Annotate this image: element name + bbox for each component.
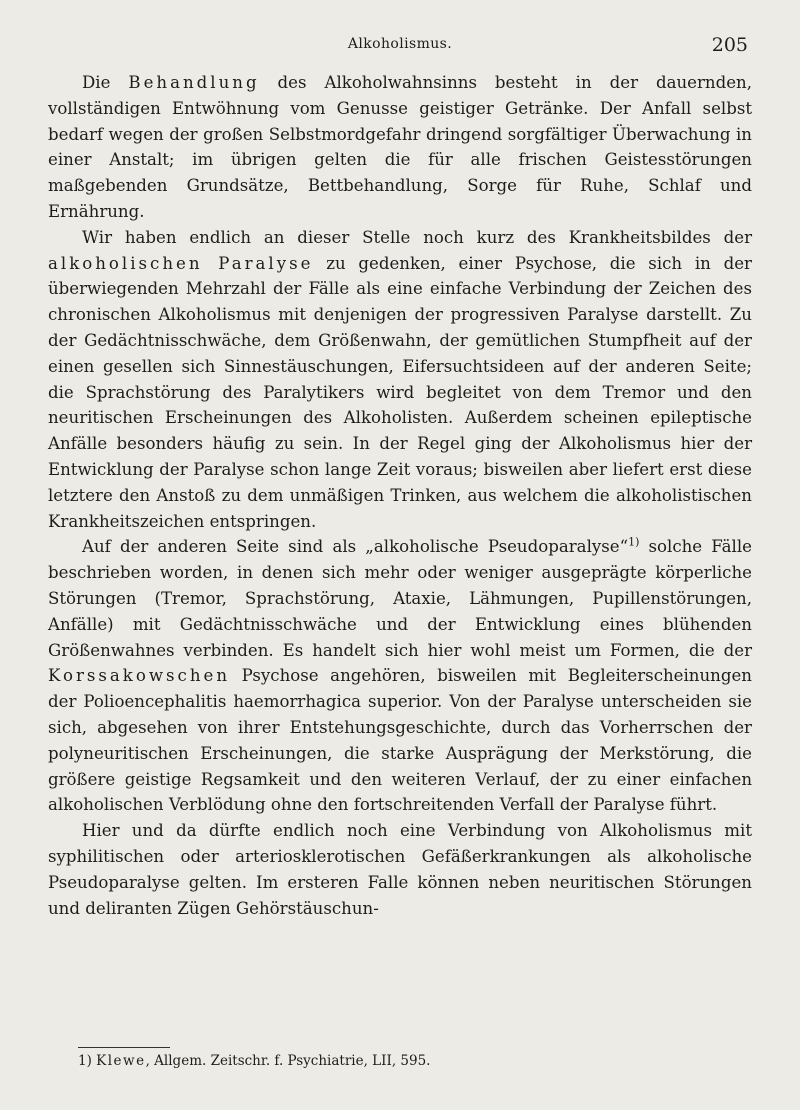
page-number: 205	[711, 34, 748, 56]
footnote-rule	[78, 1047, 170, 1048]
footnote-marker: 1)	[78, 1053, 92, 1069]
emphasized-text: Korssakowschen	[48, 666, 231, 686]
running-title: Alkoholismus.	[347, 36, 453, 52]
paragraph-text: zu gedenken, einer Psychose, die sich in der überwiegenden Mehrzahl der Fälle als eine einfache Verbindung der Zeichen des chronischen Alkoholismus mit denjenigen der progressiven Paralyse darstellt. Zu der Gedächtnisschwäche, dem Größenwahn, der gemütlichen Stumpfheit auf der einen gesellen sich Sinnestäuschungen, Eifersuchtsideen auf der anderen Seite; die Sprachstörung des Paralytikers wird begleitet von dem Tremor und den neuritischen Erscheinungen des Alkoholisten. Außerdem scheinen epileptische Anfälle besonders häufig zu sein. In der Regel ging der Alkoholismus hier der Entwicklung der Paralyse schon lange Zeit voraus; bisweilen aber liefert erst diese letztere den Anstoß zu dem unmäßigen Trinken, aus welchem die alkoholistischen Krankheitszeichen entspringen.	[48, 253, 752, 531]
footnote	[78, 1052, 758, 1070]
paragraph-text: Hier und da dürfte endlich noch eine Verbindung von Alkoholismus mit syphilitischen oder arteriosklerotischen Gefäßerkrankungen als alkoholische Pseudoparalyse gelten. Im ersteren Falle können neben neuritischen Störungen und deliranten Zügen Gehörstäuschun-	[48, 821, 752, 918]
footnote-author: Klewe	[96, 1053, 146, 1069]
emphasized-text: alkoholischen Paralyse	[48, 253, 314, 273]
paragraph	[48, 818, 752, 921]
paragraph	[48, 534, 752, 818]
emphasized-text: Behandlung	[128, 73, 260, 92]
paragraph	[48, 70, 752, 225]
paragraph-text: Psychose angehören, bisweilen mit Begleiterscheinungen der Polioencephalitis haemorrhagica superior. Von der Paralyse unterscheiden sie sich, abgesehen von ihrer Entstehungsgeschichte, durch das Vorherrschen der polyneuritischen Erscheinungen, die starke Ausprägung der Merkstörung, die größere geistige Regsamkeit und den weiteren Verlauf, der zu einer einfachen alkoholischen Verblödung ohne den fortschreitenden Verfall der Paralyse führt.	[48, 666, 752, 815]
footnote-citation: , Allgem. Zeitschr. f. Psychiatrie, LII, 595.	[145, 1053, 431, 1069]
paragraph	[48, 225, 752, 535]
paragraph-text: Auf der anderen Seite sind als „alkoholische Pseudoparalyse“	[82, 537, 629, 557]
paragraph-text: Wir haben endlich an dieser Stelle noch kurz des Krankheitsbildes der	[82, 227, 752, 247]
page-header	[48, 34, 752, 56]
footnote-reference: 1)	[628, 535, 640, 549]
paragraph-text: Die	[82, 73, 129, 92]
body-text	[48, 70, 752, 921]
paragraph-text: solche Fälle beschrieben worden, in denen sich mehr oder weniger ausgeprägte körperliche Störungen (Tremor, Sprachstörung, Ataxie, Lähmungen, Pupillenstörungen, Anfälle) mit Gedächtnisschwäche und der Entwicklung eines blühenden Größenwahnes verbinden. Es handelt sich hier wohl meist um Formen, die der	[48, 537, 752, 660]
paragraph-text: des Alkoholwahnsinns besteht in der dauernden, vollständigen Entwöhnung vom Genusse geistiger Getränke. Der Anfall selbst bedarf wegen der großen Selbstmordgefahr dringend sorgfältiger Überwachung in einer Anstalt; im übrigen gelten die für alle frischen Geistesstörungen maßgebenden Grundsätze, Bettbehandlung, Sorge für Ruhe, Schlaf und Ernährung.	[48, 73, 752, 221]
